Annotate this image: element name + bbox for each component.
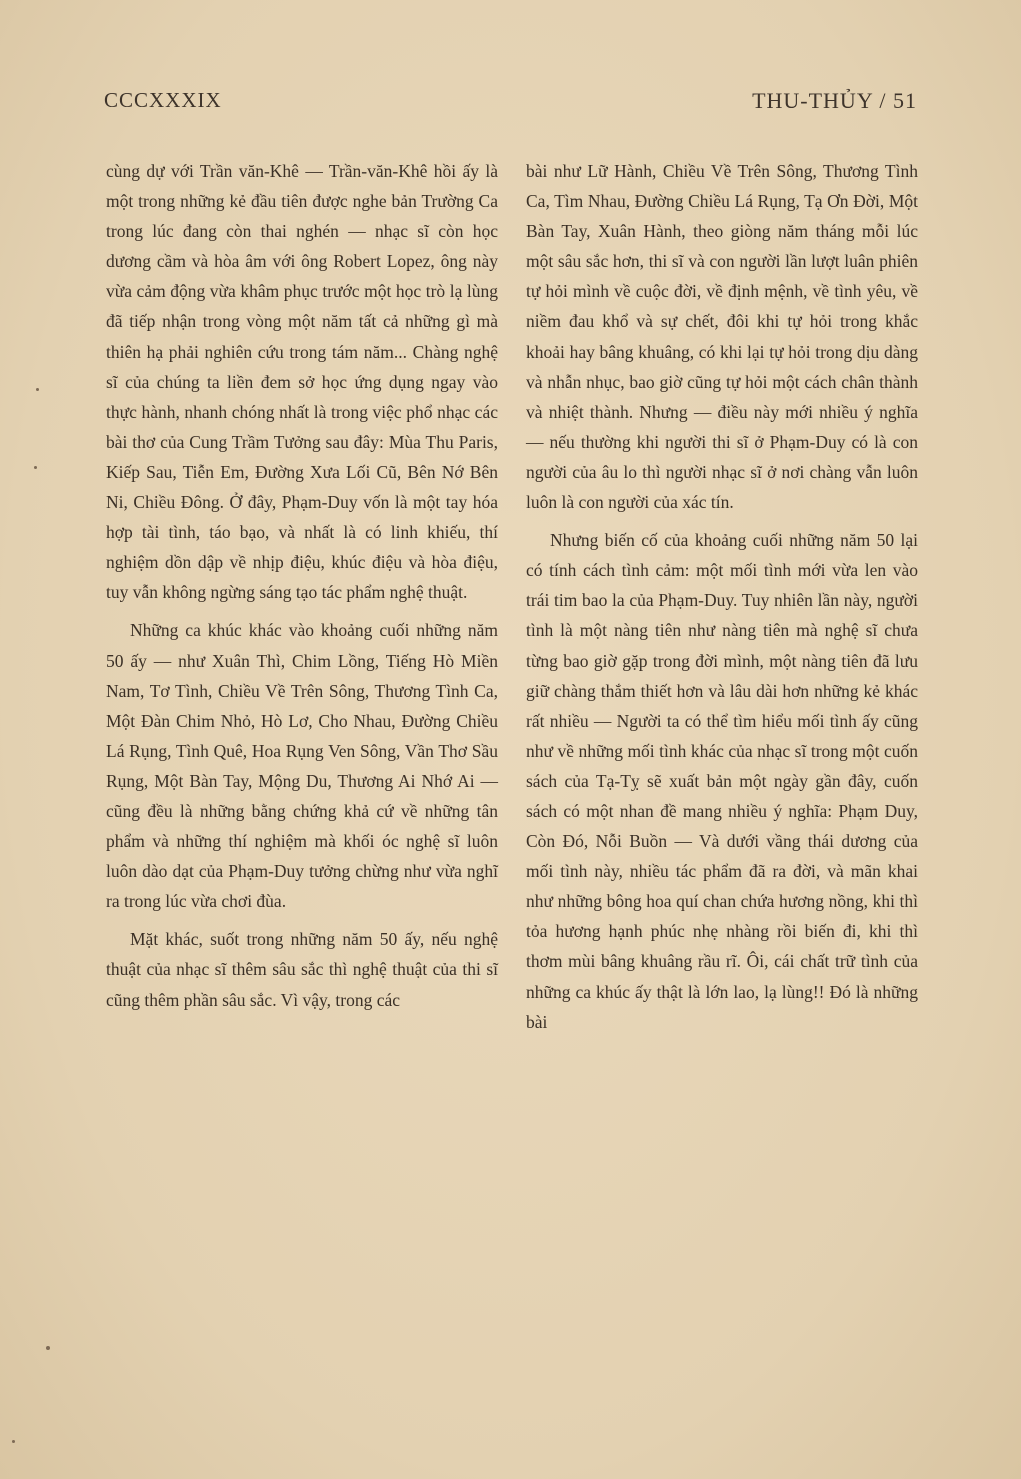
running-header-page-number: THU-THỦY / 51 — [752, 88, 917, 113]
left-paragraph-1: cùng dự với Trần văn-Khê — Trần-văn-Khê hồi ấy là một trong những kẻ đầu tiên được nghe bản Trường Ca trong lúc đang còn thai nghén — nhạc sĩ còn học dương cầm và hòa âm với ông Robert Lopez, ông này vừa cảm động vừa khâm phục trước một học trò lạ lùng đã tiếp nhận trong vòng một năm tất cả những gì mà thiên hạ phải nghiên cứu trong tám năm... Chàng nghệ sĩ của chúng ta liền đem sở học ứng dụng ngay vào thực hành, nhanh chóng nhất là trong việc phổ nhạc các bài thơ của Cung Trầm Tưởng sau đây: Mùa Thu Paris, Kiếp Sau, Tiễn Em, Đường Xưa Lối Cũ, Bên Nớ Bên Ni, Chiều Đông. Ở đây, Phạm-Duy vốn là một tay hóa hợp tài tình, táo bạo, và nhất là có linh khiếu, thí nghiệm dồn dập về nhịp điệu, khúc điệu và hòa điệu, tuy vẫn không ngừng sáng tạo tác phẩm nghệ thuật. — [106, 161, 498, 603]
right-paragraph-2: Nhưng biến cố của khoảng cuối những năm 50 lại có tính cách tình cảm: một mối tình mới vừa len vào trái tim bao la của Phạm-Duy. Tuy nhiên lần này, người tình là một nàng tiên như nàng tiên mà nghệ sĩ chưa từng bao giờ gặp trong đời mình, một nàng tiên đã lưu giữ chàng thắm thiết hơn và lâu dài hơn những kẻ khác rất nhiều — Người ta có thể tìm hiểu mối tình ấy cũng như về những mối tình khác của nhạc sĩ trong một cuốn sách của Tạ-Tỵ sẽ xuất bản một ngày gần đây, cuốn sách có một nhan đề mang nhiều ý nghĩa: Phạm Duy, Còn Đó, Nỗi Buồn — Và dưới vầng thái dương của mối tình này, nhiều tác phẩm đã ra đời, và mãn khai như những bông hoa quí chan chứa hương nồng, khi thì tỏa hương hạnh phúc nhẹ nhàng rồi biến đi, khi thì thơm mùi bâng khuâng rầu rĩ. Ôi, cái chất trữ tình của những ca khúc ấy thật là lớn lao, lạ lùng!! Đó là những bài — [526, 530, 918, 1032]
right-text-column — [526, 156, 918, 1045]
left-text-column — [106, 156, 498, 1023]
right-paragraph-1: bài như Lữ Hành, Chiều Về Trên Sông, Thương Tình Ca, Tìm Nhau, Đường Chiều Lá Rụng, Tạ Ơn Đời, Một Bàn Tay, Xuân Hành, theo giòng năm tháng mỗi lúc một sâu sắc hơn, thi sĩ và con người lần lượt luân phiên tự hỏi mình về cuộc đời, về định mệnh, về tình yêu, về niềm đau khổ và sự chết, đôi khi tự hỏi trong khắc khoải hay bâng khuâng, có khi lại tự hỏi trong dịu dàng và nhẫn nhục, bao giờ cũng tự hỏi một cách chân thành và nhiệt thành. Nhưng — điều này mới nhiều ý nghĩa — nếu thường khi người thi sĩ ở Phạm-Duy có là con người của âu lo thì người nhạc sĩ ở nơi chàng vẫn luôn luôn là con người của xác tín. — [526, 161, 918, 513]
paper-speck — [46, 1346, 50, 1350]
paper-speck — [36, 388, 39, 391]
paper-speck — [34, 466, 37, 469]
left-paragraph-2: Những ca khúc khác vào khoảng cuối những năm 50 ấy — như Xuân Thì, Chim Lồng, Tiếng Hò Miền Nam, Tơ Tình, Chiều Về Trên Sông, Thương Tình Ca, Một Đàn Chim Nhỏ, Hò Lơ, Cho Nhau, Đường Chiều Lá Rụng, Tình Quê, Hoa Rụng Ven Sông, Vần Thơ Sầu Rụng, Một Bàn Tay, Mộng Du, Thương Ai Nhớ Ai — cũng đều là những bằng chứng khả cứ về những tân phẩm và những thí nghiệm mà khối óc nghệ sĩ luôn luôn dào dạt của Phạm-Duy tưởng chừng như vừa nghĩ ra trong lúc vừa chơi đùa. — [106, 620, 498, 912]
left-paragraph-3: Mặt khác, suốt trong những năm 50 ấy, nếu nghệ thuật của nhạc sĩ thêm sâu sắc thì nghệ thuật của thi sĩ cũng thêm phần sâu sắc. Vì vậy, trong các — [106, 929, 498, 1010]
page-section-numeral: CCCXXXIX — [104, 88, 222, 112]
paper-speck — [12, 1440, 15, 1443]
